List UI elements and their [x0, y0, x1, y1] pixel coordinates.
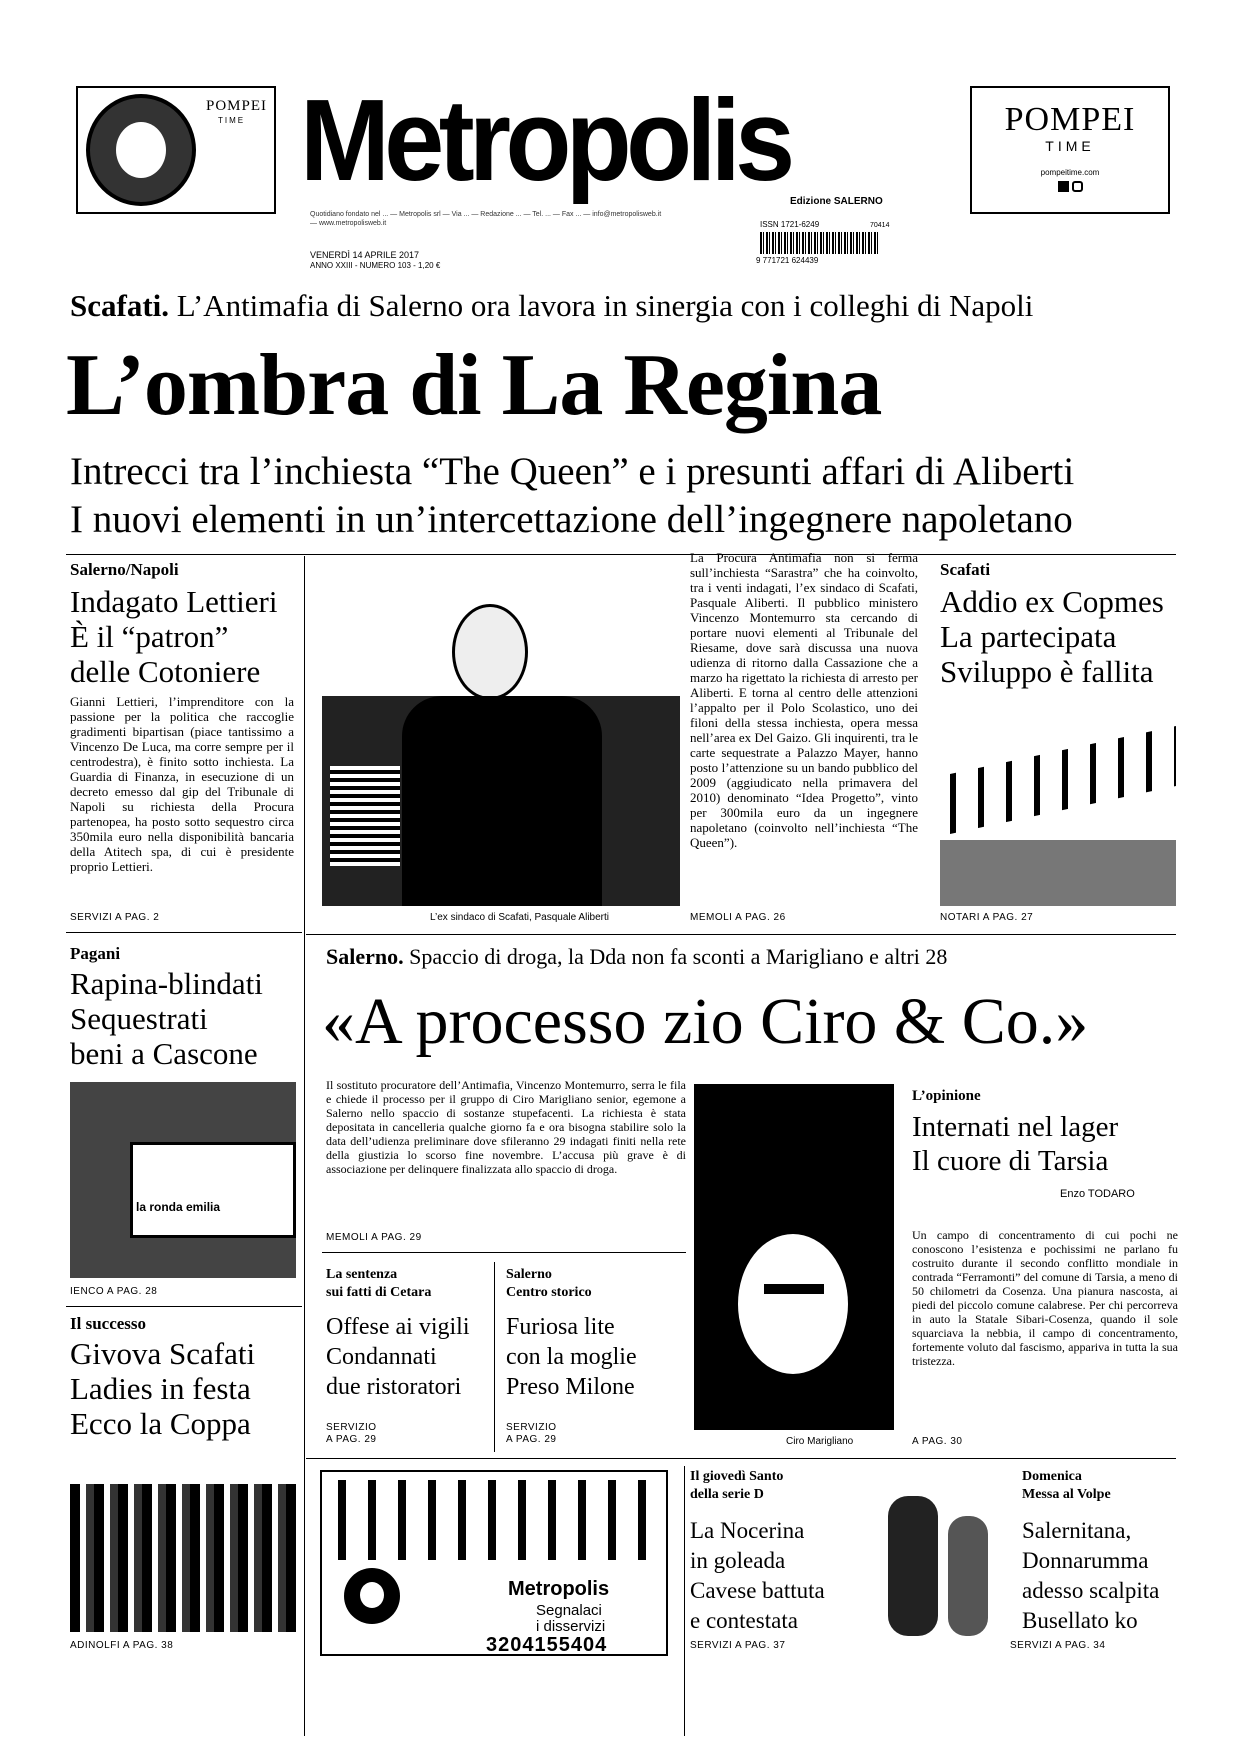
lead-body: La Procura Antimafia non si ferma sull’inchiesta “Sarastra” che ha coinvolto, tra i venti indagati, l’ex sindaco di Scafati, Pasquale Aliberti. Il pubblico ministero Vincenzo Montemurro sta cercando di portare nuovi elementi al Tribunale del Riesame, dove sarà discussa una nuova udienza di ritorno dalla Cassazione che a marzo ha rigettato la richiesta di arresto per Aliberti. E torna al centro delle attenzioni l’appalto per il Polo Scolastico, uno dei filoni della stessa inchiesta, opera messa nell’area ex Del Gaizo. Gli inquirenti, tra le carte sequestrate a Palazzo Mayer, hanno posto l’attenzione su un bando pubblico del 2009 (aggiudicato nella primavera del 2010) denominato “Idea Progetto”, vinto per 300mila euro da un ingegnere napoletano (coinvolto nell’inchiesta “The Queen”). [690, 550, 918, 850]
lead-deck-1: Intrecci tra l’inchiesta “The Queen” e i presunti affari di Aliberti [70, 450, 1075, 493]
story3-head-3: Ecco la Coppa [70, 1406, 251, 1441]
centro-label-1: Salerno [506, 1267, 552, 1282]
instagram-icon [1072, 181, 1083, 192]
nocerina-head-2: in goleada [690, 1548, 786, 1573]
whatsapp-icon [344, 1568, 400, 1624]
nocerina-head-3: Cavese battuta [690, 1578, 825, 1603]
copmes-head-3: Sviluppo è fallita [940, 654, 1154, 689]
story2-head-2: Sequestrati [70, 1001, 208, 1036]
promo-brand: Metropolis [508, 1578, 610, 1600]
copmes-head-1: Addio ex Copmes [940, 584, 1164, 619]
story1-label: Salerno/Napoli [70, 560, 179, 579]
story3-headline[interactable] [70, 1336, 300, 1441]
nocerina-label-1: Il giovedì Santo [690, 1469, 784, 1484]
story3-ref[interactable]: ADINOLFI A PAG. 38 [70, 1640, 174, 1651]
rule-mid [306, 934, 1176, 935]
masthead-edition: Edizione SALERNO [790, 196, 883, 207]
right-ad-box[interactable] [970, 86, 1170, 214]
second-body: Il sostituto procuratore dell’Antimafia, Vincenzo Montemurro, serra le fila e chiede il processo per il gruppo di Ciro Marigliano senior, egemone a Salerno nello spaccio di sostanze stupefacenti. La richiesta è stata depositata in cancelleria qualche giorno fa e ora bisogna stabilire solo la data dell’udienza preliminare dove sfileranno 29 indagati finiti nella rete della giustizia lo scorso fine novembre. L’accusa più grave è di associazione per delinquere finalizzata allo spaccio di droga. [326, 1078, 686, 1176]
left-ad-box[interactable] [76, 86, 276, 214]
salernitana-label [1022, 1468, 1111, 1504]
copmes-label: Scafati [940, 560, 991, 579]
second-kicker-place: Salerno. [326, 944, 404, 969]
cetara-ref-1: SERVIZIO [326, 1422, 377, 1433]
barcode [760, 232, 878, 254]
opinion-ref[interactable]: A PAG. 30 [912, 1436, 963, 1447]
lead-kicker-text: L’Antimafia di Salerno ora lavora in sinergia con i colleghi di Napoli [176, 288, 1034, 323]
salernitana-head-4: Busellato ko [1022, 1608, 1138, 1633]
masthead-title[interactable]: Metropolis [300, 75, 790, 205]
barcode-number: 9 771721 624439 [756, 256, 819, 265]
nocerina-headline[interactable] [690, 1516, 860, 1636]
facebook-icon [1058, 181, 1069, 192]
opinion-author: Enzo TODARO [1060, 1188, 1135, 1200]
soccer-photo [858, 1476, 1018, 1646]
rule-col1 [304, 556, 305, 1736]
copmes-headline[interactable] [940, 584, 1180, 689]
rule-cetara [322, 1252, 686, 1253]
opinion-head-1: Internati nel lager [912, 1111, 1119, 1143]
right-ad-brand: POMPEI [1004, 101, 1136, 138]
story2-head-1: Rapina-blindati [70, 966, 263, 1001]
nocerina-head-4: e contestata [690, 1608, 798, 1633]
promo-line-1: Segnalaci [536, 1602, 602, 1619]
masthead-issue: ANNO XXIII - NUMERO 103 - 1,20 € [310, 261, 441, 270]
rule-top [66, 554, 1176, 555]
rule-left-2 [66, 1306, 302, 1307]
lead-kicker [70, 288, 1180, 324]
second-kicker-text: Spaccio di droga, la Dda non fa sconti a Marigliano e altri 28 [409, 944, 948, 969]
lead-deck-2: I nuovi elementi in un’intercettazione dell’ingegnere napoletano [70, 498, 1073, 541]
story3-label: Il successo [70, 1314, 147, 1333]
copmes-photo [940, 720, 1176, 906]
cetara-label-1: La sentenza [326, 1267, 398, 1282]
second-photo [694, 1084, 894, 1430]
social-icons [972, 181, 1168, 196]
opinion-label: L’opinione [912, 1088, 981, 1104]
cetara-ref[interactable] [326, 1422, 377, 1446]
cetara-label [326, 1266, 431, 1302]
story3-head-1: Givova Scafati [70, 1336, 256, 1371]
rule-left-1 [66, 932, 302, 933]
second-ref[interactable]: MEMOLI A PAG. 29 [326, 1232, 422, 1243]
cetara-head-1: Offese ai vigili [326, 1314, 470, 1340]
story1-head-2: È il “patron” [70, 619, 229, 654]
story2-head-3: beni a Cascone [70, 1036, 258, 1071]
centro-head-2: con la moglie [506, 1344, 637, 1370]
salernitana-head-1: Salernitana, [1022, 1518, 1132, 1543]
masthead-imprint: Quotidiano fondato nel ... — Metropolis srl — Via ... — Redazione ... — Tel. ... — Fax ... — info@metropolisweb.it — www.metropolisweb.it [310, 211, 662, 227]
cetara-head-2: Condannati [326, 1344, 437, 1370]
masthead-date: VENERDÌ 14 APRILE 2017 [310, 250, 420, 260]
story1-body: Gianni Lettieri, l’imprenditore con la passione per la politica che raccoglie gradimenti bipartisan (piace tantissimo a Vincenzo De Luca, ma corre sempre per il centrodestra), è finito sotto inchiesta. La Guardia di Finanza, in esecuzione di un decreto emesso dal gip del Tribunale di Napoli su richiesta della Procura partenopea, ha posto sotto sequestro circa 350mila euro nella disponibilità bancaria della Atitech spa, di cui è presidente proprio Lettieri. [70, 694, 294, 874]
promo-phone[interactable]: 3204155404 [486, 1634, 608, 1656]
nocerina-head-1: La Nocerina [690, 1518, 805, 1543]
story1-head-3: delle Cotoniere [70, 654, 261, 689]
cetara-headline[interactable] [326, 1312, 492, 1402]
salernitana-label-1: Domenica [1022, 1469, 1082, 1484]
copmes-ref[interactable]: NOTARI A PAG. 27 [940, 912, 1034, 923]
cetara-label-2: sui fatti di Cetara [326, 1285, 432, 1300]
centro-ref-1: SERVIZIO [506, 1422, 557, 1433]
right-ad-sub: TIME [1045, 138, 1095, 154]
salernitana-label-2: Messa al Volpe [1022, 1487, 1111, 1502]
story3-photo [70, 1484, 296, 1632]
story2-ref[interactable]: IENCO A PAG. 28 [70, 1286, 158, 1297]
second-photo-caption: Ciro Marigliano [786, 1436, 854, 1447]
centro-label [506, 1266, 592, 1302]
second-kicker [326, 944, 1186, 970]
story2-headline[interactable] [70, 966, 300, 1071]
rule-bottom [306, 1458, 1176, 1459]
city-skyline-graphic [338, 1480, 654, 1560]
barcode-side: 70414 [870, 222, 890, 229]
story1-ref[interactable]: SERVIZI A PAG. 2 [70, 912, 160, 923]
centro-head-1: Furiosa lite [506, 1314, 615, 1340]
lead-photo-caption: L’ex sindaco di Scafati, Pasquale Aliberti [430, 912, 609, 923]
opinion-head-2: Il cuore di Tarsia [912, 1145, 1109, 1177]
promo-line-2: i disservizi [536, 1618, 606, 1635]
watch-icon [86, 94, 196, 206]
right-ad-site: pompeitime.com [1040, 168, 1100, 177]
centro-ref-2: A PAG. 29 [506, 1434, 557, 1445]
salernitana-headline[interactable] [1022, 1516, 1180, 1636]
left-ad-brand: POMPEI [206, 98, 268, 114]
lead-photo [322, 556, 680, 906]
salernitana-ref[interactable]: SERVIZI A PAG. 34 [1010, 1640, 1106, 1651]
lead-kicker-place: Scafati. [70, 288, 170, 323]
salernitana-head-2: Donnarumma [1022, 1548, 1149, 1573]
story2-label: Pagani [70, 944, 121, 963]
centro-label-2: Centro storico [506, 1285, 592, 1300]
second-headline[interactable]: «A processo zio Ciro & Co.» [322, 985, 1089, 1058]
promo-box[interactable] [320, 1470, 668, 1656]
story1-head-1: Indagato Lettieri [70, 584, 278, 619]
left-ad-sub: TIME [218, 116, 246, 125]
cetara-head-3: due ristoratori [326, 1374, 462, 1400]
centro-head-3: Preso Milone [506, 1374, 635, 1400]
cetara-ref-2: A PAG. 29 [326, 1434, 377, 1445]
salernitana-head-3: adesso scalpita [1022, 1578, 1160, 1603]
copmes-head-2: La partecipata [940, 619, 1117, 654]
story1-headline[interactable] [70, 584, 300, 689]
opinion-body: Un campo di concentramento di cui pochi ne conoscono l’esistenza e pochissimi ne parlano fu costruito durante il secondo conflitto mondiale in contrada “Ferramonti” del comune di Tarsia, a meno di 50 chilometri da Cosenza. Una pianura nascosta, ai piedi del piccolo comune calabrese. Per chi percorreva in auto la Statale Sibari-Cosenza, quando il sole squarciava la nebbia, il campo di concentramento, fortemente voluto dal fascismo, appariva in tutta la sua tristezza. [912, 1228, 1178, 1368]
story3-head-2: Ladies in festa [70, 1371, 251, 1406]
lead-ref[interactable]: MEMOLI A PAG. 26 [690, 912, 786, 923]
nocerina-label [690, 1468, 783, 1504]
rule-cetara-mid [494, 1262, 495, 1452]
nocerina-ref[interactable]: SERVIZI A PAG. 37 [690, 1640, 786, 1651]
nocerina-label-2: della serie D [690, 1487, 764, 1502]
lead-headline[interactable]: L’ombra di La Regina [66, 337, 882, 434]
story2-photo [70, 1082, 296, 1278]
centro-ref[interactable] [506, 1422, 557, 1446]
story2-photo-text: la ronda emilia [136, 1200, 221, 1214]
issn: ISSN 1721-6249 [760, 220, 820, 229]
rule-nocerina-left [684, 1466, 685, 1736]
centro-headline[interactable] [506, 1312, 686, 1402]
opinion-headline[interactable] [912, 1110, 1182, 1178]
